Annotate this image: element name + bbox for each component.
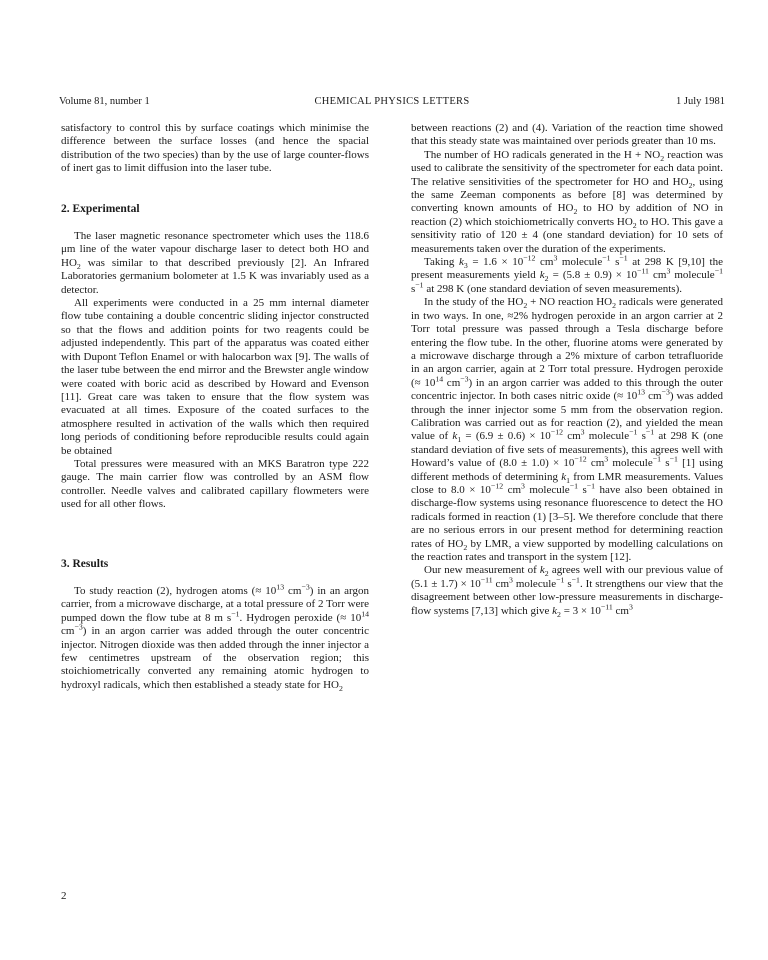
no-reaction-paragraph: In the study of the $HO_2$ + NO reaction $HO_2$ radicals were generated in two ways. In one, ≈2% hydrogen peroxide in an argon carrier at 2 Torr total pressure was passed through a Tesla discharge before entering the flow tube. In the other, fluorine atoms were generated by a microwave discharge through a 2% mixture of carbon tetrafluoride in an argon carrier, again at 2 Torr total pressure. Hydrogen peroxide (≈ $10^{14}$ $cm^{-3}$) in an argon carrier was added to this through the outer concentric injector. In both cases nitric oxide (≈ $10^{13}$ $cm^{-3}$) was added through the inner injector some 5 mm from the observation region. Calibration was carried out as for reaction (2), and yielded the mean value of $k_1 = (6.9 \pm 0.6) \times 10^{-12}$ $cm^3$ molecule$^{-1}$ $s^{-1}$ at 298 K (one standard deviation of five sets of measurements), this agrees well with Howard’s value of $(8.0 \pm 1.0) \times 10^{-12}$ $cm^3$ molecule$^{-1}$ $s^{-1}$ [1] using different methods of determining $k_1$ from LMR measurements. Values close to $8.0 \times 10^{-12}$ $cm^3$ molecule$^{-1}$ $s^{-1}$ have also been obtained in discharge-flow systems using resonance fluorescence to detect the HO radicals formed in reaction (1) [3–5]. We therefore conclude that there are no serious errors in our present method for determining reaction rates of $HO_2$ by LMR, a view supported by modelling calculations on the reaction rates and transport in the system [12].	[411, 296, 723, 563]
running-header	[59, 96, 725, 112]
volume-label: Volume 81, number 1	[59, 96, 150, 107]
page-number: 2	[61, 890, 67, 902]
experimental-paragraph-3: Total pressures were measured with an MKS Baratron type 222 gauge. The main carrier flow was controlled by an ASM flow controller. Needle valves and calibrated capillary flowmeters were used for all other flows.	[61, 457, 369, 511]
comparison-paragraph: Our new measurement of $k_2$ agrees well with our previous value of $(5.1 \pm 1.7) \times 10^{-11}$ $cm^3$ molecule$^{-1}$ $s^{-1}$. It strengthens our view that the disagreement between other low-pressure measurements in discharge-flow systems [7,13] which give $k_2 = 3 \times 10^{-11}$ $cm^3$	[411, 564, 723, 619]
experimental-paragraph-2: All experiments were conducted in a 25 mm internal diameter flow tube containing a double concentric sliding injector constructed so that the flows and addition points for two reagents could be adjusted independently. This part of the apparatus was coated either with Dupont Teflon Enamel or with halocarbon wax [9]. The walls of the laser tube between the end mirror and the Brewster angle window were coated with boric acid as described by Howard and Evenson [11]. Great care was taken to ensure that the flow system was evacuated at all times. Exposure of the coated surfaces to the atmosphere resulted in activation of the walls which then required long periods of conditioning before reproducible results could again be obtained	[61, 297, 369, 457]
issue-date: 1 July 1981	[675, 96, 725, 107]
calibration-paragraph: The number of HO radicals generated in the $H + NO_2$ reaction was used to calibrate the sensitivity of the spectrometer for each data point. The relative sensitivities of the spectrometer for HO and $HO_2$, using the same Zeeman components as before [8] was determined by converting known amounts of $HO_2$ to HO by addition of NO in reaction (2) which stoichiometrically converts $HO_2$ to HO. This gave a sensitivity ratio of 120 ± 4 (one standard deviation) for 10 sets of measurements taken over the duration of the experiments.	[411, 148, 723, 255]
section-heading-experimental: 2. Experimental	[61, 202, 140, 215]
experimental-paragraph-1: The laser magnetic resonance spectrometer which uses the 118.6 μm line of the water vapour discharge laser to detect both HO and $HO_2$ was similar to that described previously [2]. An Infrared Laboratories germanium bolometer at 1.5 K was invariably used as a detector.	[61, 230, 369, 296]
left-column	[61, 122, 369, 692]
section-heading-results: 3. Results	[61, 557, 109, 570]
results-paragraph-1: To study reaction (2), hydrogen atoms (≈ $10^{13}$ $cm^{-3}$) in an argon carrier, from a microwave discharge, at a total pressure of 2 Torr were pumped down the flow tube at 8 m $s^{-1}$. Hydrogen peroxide (≈ $10^{14}$ $cm^{-3}$) in an argon carrier was added through the outer concentric injector. Nitrogen dioxide was then added through the inner injector a few centimetres upstream of the observation region; this stoichiometrically converted any remaining atomic hydrogen to hydroxyl radicals, which then established a steady state for $HO_2$	[61, 582, 369, 693]
continued-paragraph: between reactions (2) and (4). Variation of the reaction time showed that this steady state was maintained over periods greater than 10 ms.	[411, 122, 723, 148]
journal-title: CHEMICAL PHYSICS LETTERS	[314, 96, 470, 107]
right-column	[411, 122, 723, 618]
intro-paragraph: satisfactory to control this by surface coatings which minimise the difference between the surface losses (and hence the spacial distribution of the two species) than by the use of large counter-flows of inert gas to limit diffusion into the laser tube.	[61, 122, 369, 175]
rate-constant-paragraph: Taking $k_3 = 1.6 \times 10^{-12}$ $cm^3$ molecule$^{-1}$ $s^{-1}$ at 298 K [9,10] the present measurements yield $k_2 = (5.8 \pm 0.9) \times 10^{-11}$ $cm^3$ molecule$^{-1}$ $s^{-1}$ at 298 K (one standard deviation of seven measurements).	[411, 253, 723, 295]
